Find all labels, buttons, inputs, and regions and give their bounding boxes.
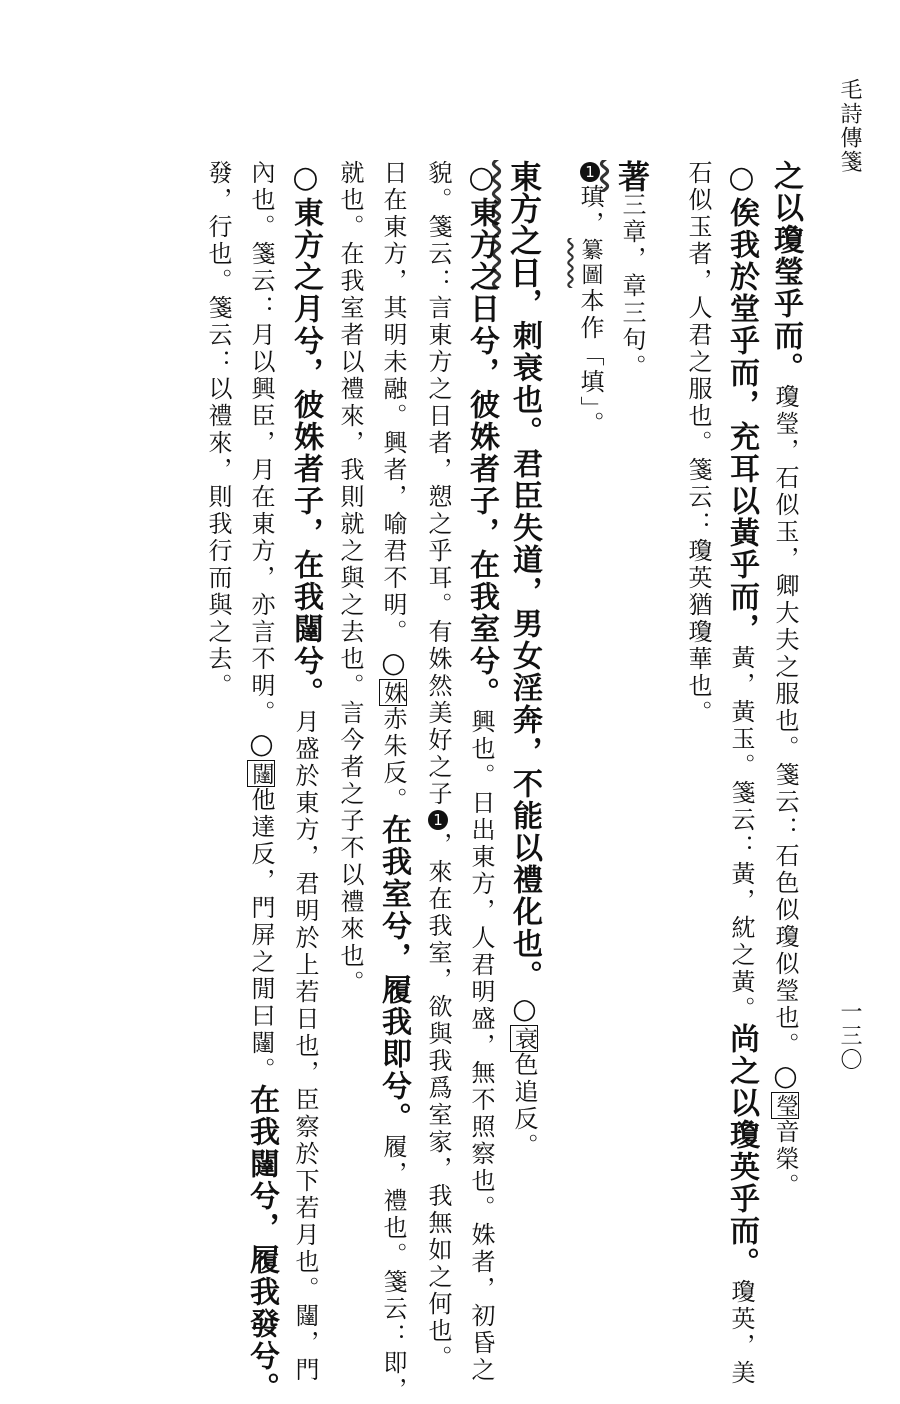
commentary-text: 貌。箋云：言東方之日者，愬之乎耳。有姝然美好之子 [424,160,452,808]
book-name: 纂圖 [578,238,603,288]
text-column [364,160,411,1404]
classic-text: ○俟我於堂乎而，充耳以黃乎而， [724,160,759,645]
classic-text: 尚之以瓊英乎而。 [724,1023,759,1279]
annotation-circle: ○ [245,727,278,760]
commentary-text: 發，行也。箋云：以禮來，則我行而與之去。 [204,160,232,700]
commentary-text: 瓊瑩，石似玉，卿大夫之服也。箋云：石色似瓊似瑩也。 [771,384,799,1059]
text-column [560,160,604,1310]
page-number: 一三〇 [837,1000,862,1072]
commentary-text: 他達反，門屏之閒曰闥。 [247,787,275,1084]
commentary-text: 三章，章三句。 [618,192,646,381]
classic-text: ，刺衰也。君臣失道，男女淫奔，不能以禮化也。 [507,288,542,992]
text-column [604,160,651,1310]
text-column [320,160,364,1310]
text-column [452,160,499,1384]
text-column [756,160,803,1310]
commentary-text: 石似玉者，人君之服也。箋云：瓊英猶瓊華也。 [684,160,712,727]
classic-text: ○東方之月兮，彼姝者子，在我闥兮。 [288,160,323,709]
phonetic-character: 闥 [248,762,274,785]
annotation-circle: ○ [769,1059,802,1092]
annotation-circle: ○ [377,646,410,679]
footnote-marker: 1 [428,810,448,830]
text-column [276,160,323,1384]
commentary-text: 月盛於東方，君明於上若日也，臣察於下若月也。闥，門 [291,709,319,1384]
text-body [100,160,803,1404]
commentary-text: 赤朱反。 [379,706,407,814]
classic-text: 在我室兮，履我即兮。 [376,814,411,1134]
classic-text: 之以瓊瑩乎而。 [768,160,803,384]
commentary-text: 日在東方，其明未融。興者，喻君不明。 [379,160,407,646]
poem-title: 著 [613,160,651,192]
phonetic-character: 姝 [380,681,406,704]
text-column [188,160,232,1310]
footnote-marker: 1 [580,162,600,182]
classic-text: ○東方之日兮，彼姝者子，在我室兮。 [464,160,499,709]
commentary-text: 就也。在我室者以禮來，我則就之與之去也。言今者之子不以禮來也。 [336,160,364,997]
commentary-text: 瓊英，美 [727,1279,755,1387]
book-title: 毛詩傳箋 [837,78,862,174]
commentary-text: 興也。日出東方，人君明盛，無不照察也。姝者，初昏之 [467,709,495,1384]
commentary-text: 音榮。 [771,1119,799,1200]
text-column [668,160,712,1310]
text-column [408,160,452,1372]
commentary-text: 內也。箋云：月以興臣，月在東方，亦言不明。 [247,160,275,727]
text-column [232,160,279,1404]
commentary-text: 色追反。 [510,1052,538,1160]
commentary-text: 瑱， [576,184,604,238]
commentary-text: 黃，黃玉。箋云：黃，紞之黃。 [727,645,755,1023]
commentary-text: 履，禮也。箋云：即， [379,1134,407,1404]
text-column [712,160,759,1387]
phonetic-character: 瑩 [772,1094,798,1117]
commentary-text: ，來在我室，欲與我爲室家，我無如之何也。 [424,832,452,1372]
phonetic-character: 衰 [511,1027,537,1050]
poem-title: 東方之日 [505,160,543,288]
commentary-text: 本作「填」。 [576,288,604,438]
text-column [496,160,543,1310]
annotation-circle: ○ [508,992,541,1025]
classic-text: 在我闥兮，履我發兮。 [244,1084,279,1404]
